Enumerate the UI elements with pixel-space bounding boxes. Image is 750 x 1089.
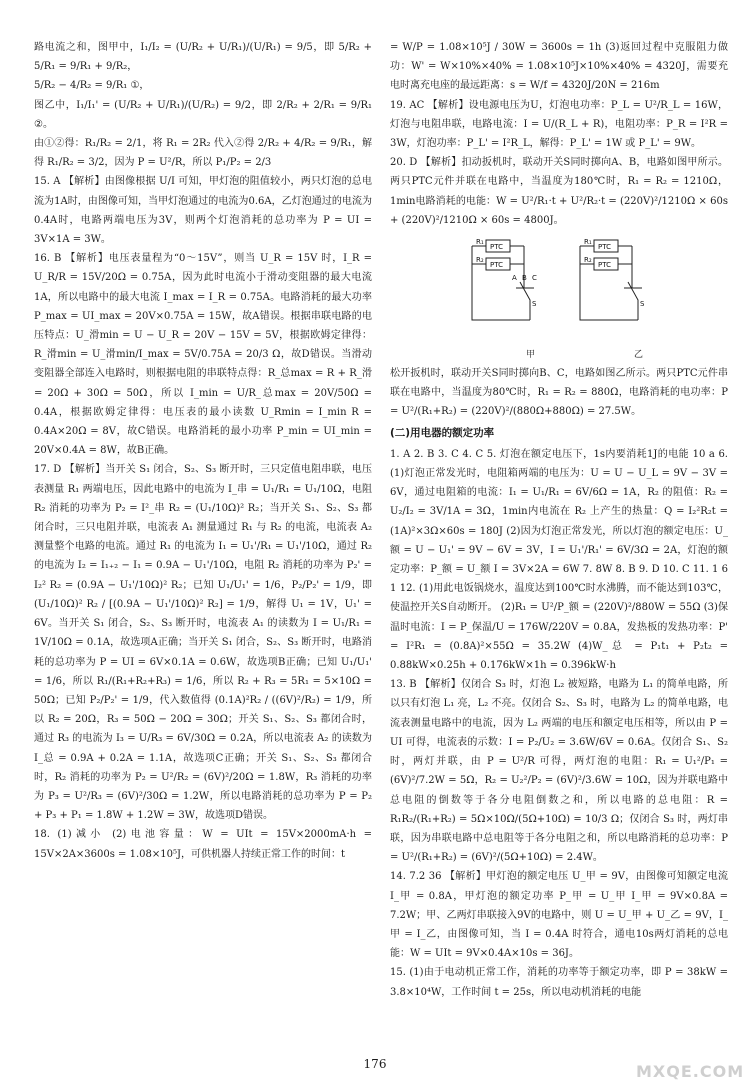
left-para: 路电流之和，图甲中，I₁/I₂ = (U/R₂ + U/R₁)/(U/R₁) = 9/5，即 5/R₂ + 5/R₁ = 9/R₁ + 9/R₂， [34,42,372,73]
label-ptc-b2: PTC [598,261,611,270]
label-c: C [532,274,537,283]
page-number: 176 [363,1057,387,1071]
right-para: 15. (1)由于电动机正常工作，消耗的功率等于额定功率，即 P = 38kW = 3.8×10⁴W，工作时间 t = 25s，所以电动机消耗的电能 [390,967,728,998]
right-para: 20. D 【解析】扣动扳机时，联动开关S同时掷向A、B，电路如图甲所示。两只PTC元件并联在电路中，当温度为180℃时，R₁ = R₂ = 1210Ω，1min电路消耗的电能：W = U²/R₁·t + U²/R₂·t = (220V)²/1210Ω × 60s + (220V)²/1210Ω × 60s = 4800J。 [390,157,728,226]
left-para: 图乙中，I₁/I₁' = (U/R₂ + U/R₁)/(U/R₂) = 9/2，即 2/R₂ + 2/R₁ = 9/R₁ ②。 [34,99,372,130]
figure-caption-a: 甲 [526,350,536,361]
right-para: 1. A 2. B 3. C 4. C 5. 灯泡在额定电压下，1s内要消耗1J的电能 10 a 6. (1)灯泡正常发光时，电阻箱两端的电压为：U = U − U_L = 9V − 3V = 6V，通过电阻箱的电流：I₁ = U₁/R₁ = 6V/6Ω = 1A，R₂ 的阻值：R₂ = U₂/I₂ = 3V/1A = 3Ω，1min内电流在 R₂ 上产生的热量：Q = I₂²R₂t = (1A)²×3Ω×60s = 180J (2)因为灯泡正常发光，所以灯泡的额定电压：U_额 = U − U₁' = 9V − 6V = 3V，I = U₁'/R₁' = 6V/3Ω = 2A，灯泡的额定功率：P_额 = U_额 I = 3V×2A = 6W 7. 8W 8. B 9. D 10. C 11. 1 6 1 12. (1)用此电饭锅烧水，温度达到100℃时水沸腾，而不能达到103℃，使温控开关S自动断开。 (2)R₁ = U²/P_额 = (220V)²/880W = 55Ω (3)保温时电流：I = P_保温/U = 176W/220V = 0.8A，发热板的发热功率：P' = I²R₁ = (0.8A)²×55Ω = 35.2W (4)W_总 = P₁t₁ + P₂t₂ = 0.88kW×0.25h + 0.176kW×1h = 0.396kW·h [390,448,728,672]
right-para: = W/P = 1.08×10⁵J / 30W = 3600s = 1h (3)返回过程中克服阻力做功：W' = W×10%×40% = 1.08×10⁵J×10%×40% = 4320J，需要充电时离充电座的最远距离：s = W/f = 4320J/20N = 216m [390,42,728,92]
label-ptc-a1: PTC [490,243,503,252]
label-r2-b: R₂ [584,256,592,265]
left-para: 17. D 【解析】当开关 S₁ 闭合，S₂、S₃ 断开时，三只定值电阻串联，电压表测量 R₁ 两端电压，因此电路中的电流为 I_串 = U₁/R₁ = U₁/10Ω，电阻 R₂ 消耗的功率为 P₂ = I²_串 R₂ = (U₁/10Ω)² R₂；当开关 S₁、S₂、S₃ 都闭合时，三只电阻并联，电流表 A₁ 测量通过 R₁ 与 R₂ 的电流，电流表 A₂ 测量整个电路的电流。通过 R₁ 的电流为 I₁ = U₁'/R₁ = U₁'/10Ω，通过 R₂ 的电流为 I₂ = I₁₊₂ − I₁ = 0.9A − U₁'/10Ω，电阻 R₂ 消耗的功率为 P₂' = I₂² R₂ = (0.9A − U₁'/10Ω)² R₂；已知 U₁/U₁' = 1/6，P₂/P₂' = 1/9，即 (U₁/10Ω)² R₂ / [(0.9A − U₁'/10Ω)² R₂] = 1/9，解得 U₁ = 1V，U₁' = 6V。当开关 S₁ 闭合，S₂、S₃ 断开时，电流表 A₁ 的读数为 I = U₁/R₁ = 1V/10Ω = 0.1A，故选项A正确；当开关 S₁ 闭合，S₂、S₃ 断开时，电路消耗的总功率为 P = UI = 6V×0.1A = 0.6W，故选项B正确；已知 U₁/U₁' = 1/6，所以 R₁/(R₁+R₂+R₃) = 1/6，所以 R₂ + R₃ = 5R₁ = 5×10Ω = 50Ω；已知 P₂/P₂' = 1/9，代入数值得 (0.1A)²R₂ / ((6V)²/R₂) = 1/9，所以 R₂ = 20Ω，R₃ = 50Ω − 20Ω = 30Ω；开关 S₁、S₂、S₃ 都闭合时，通过 R₃ 的电流为 I₃ = U/R₃ = 6V/30Ω = 0.2A，所以电流表 A₂ 的读数为 I_总 = 0.9A + 0.2A = 1.1A，故选项C正确；开关 S₁、S₂、S₃ 都闭合时，R₂ 消耗的功率为 P₂ = U²/R₂ = (6V)²/20Ω = 1.8W，R₃ 消耗的功率为 P₃ = U²/R₃ = (6V)²/30Ω = 1.2W，所以电路消耗的总功率为 P = P₂ + P₃ + P₁ = 1.8W + 1.2W = 3W，故选项D错误。 [34,464,372,822]
label-b: B [522,274,527,283]
section-title: (二)用电器的额定功率 [390,426,495,439]
figure-caption-b: 乙 [634,350,644,361]
label-r1-a: R₁ [476,238,484,247]
left-column [34,38,372,864]
right-para: 松开扳机时，联动开关S同时掷向B、C，电路如图乙所示。两只PTC元件串联在电路中，当温度为80℃时，R₁ = R₂ = 880Ω，电路消耗的电功率：P = U²/(R₁+R₂) = (220V)²/(880Ω+880Ω) = 27.5W。 [390,368,728,418]
label-s-a: S [532,300,537,309]
left-para: 15. A 【解析】由图像根据 U/I 可知，甲灯泡的阻值较小，两只灯泡的总电流为1A时，由图像可知，当甲灯泡通过的电流为0.6A，乙灯泡通过的电流为0.4A时，电路两端电压为3V，则两个灯泡消耗的总功率为 P = UI = 3V×1A = 3W。 [34,176,372,246]
left-para: 由①②得：R₁/R₂ = 2/1，将 R₁ = 2R₂ 代入②得 2/R₂ + 4/R₂ = 9/R₁，解得 R₁/R₂ = 3/2，因为 P = U²/R，所以 P₁/P₂ = 2/3 [34,138,372,169]
right-para: 13. B 【解析】仅闭合 S₃ 时，灯泡 L₂ 被短路，电路为 L₁ 的简单电路，所以只有灯泡 L₁ 亮，L₂ 不亮。仅闭合 S₂、S₃ 时，电路为 L₂ 的简单电路，电流表测量电路中的电流，因为 L₂ 两端的电压和额定电压相等，所以由 P = UI 可得，电流表的示数：I = P₂/U₂ = 3.6W/6V = 0.6A。仅闭合 S₁、S₂ 时，两灯并联，由 P = U²/R 可得，两灯泡的电阻：R₁ = U₁²/P₁ = (6V)²/7.2W = 5Ω，R₂ = U₂²/P₂ = (6V)²/3.6W = 10Ω，因为并联电路中总电阻的倒数等于各分电阻倒数之和，所以电路的总电阻：R = R₁R₂/(R₁+R₂) = 5Ω×10Ω/(5Ω+10Ω) = 10/3 Ω；仅闭合 S₃ 时，两灯串联，因为串联电路中总电阻等于各分电阻之和，所以电路消耗的总功率：P = U²/(R₁+R₂) = (6V)²/(5Ω+10Ω) = 2.4W。 [390,679,728,864]
label-s-b: S [640,300,645,309]
right-para: 19. AC 【解析】设电源电压为U，灯泡电功率：P_L = U²/R_L = 16W，灯泡与电阻串联，电路电流：I = U/(R_L + R)，电阻功率：P_R = I²R = 3W，灯泡功率：P_L' = I²R_L，解得：P_L' = 1W 或 P_L' = 9W。 [390,99,728,150]
label-r2-a: R₂ [476,256,484,265]
left-para: 18. (1)减小 (2)电池容量：W = UIt = 15V×2000mA·h = 15V×2A×3600s = 1.08×10⁵J，可供机器人持续正常工作的时间：t [34,829,372,860]
left-para: 5/R₂ − 4/R₂ = 9/R₁ ①， [34,80,150,92]
right-column [390,38,728,1002]
right-para: 14. 7.2 36 【解析】甲灯泡的额定电压 U_甲 = 9V，由图像可知额定电流 I_甲 = 0.8A，甲灯泡的额定功率 P_甲 = U_甲 I_甲 = 9V×0.8A = 7.2W；甲、乙两灯串联接入9V的电路中，则 U = U_甲 + U_乙 = 9V，I_甲 = I_乙，由图像可知，当 I = 0.4A 时符合，通电10s两灯消耗的总电能：W = UIt = 9V×0.4A×10s = 36J。 [390,871,728,960]
label-ptc-a2: PTC [490,261,503,270]
left-para: 16. B 【解析】电压表量程为“0～15V”，则当 U_R = 15V 时，I_R = U_R/R = 15V/20Ω = 0.75A，因为此时电流小于滑动变阻器的最大电流1A，所以电路中的最大电流 I_max = I_R = 0.75A。电路消耗的最大功率 P_max = UI_max = 20V×0.75A = 15W，故A错误。根据串联电路的电压特点：U_滑min = U − U_R = 20V − 15V = 5V，根据欧姆定律得：R_滑min = U_滑min/I_max = 5V/0.75A = 20/3 Ω，故D错误。当滑动变阻器全部连入电路时，则根据电阻的串联特点得：R_总max = R + R_滑 = 20Ω + 30Ω = 50Ω，所以 I_min = U/R_总max = 20V/50Ω = 0.4A，根据欧姆定律得：电压表的最小读数 U_Rmin = I_min R = 0.4A×20Ω = 8V，故C错误。电路消耗的最小功率 P_min = UI_min = 20V×0.4A = 8W，故B正确。 [34,253,372,457]
circuit-diagram [460,234,660,344]
label-r1-b: R₁ [584,238,592,247]
watermark-logo: MXQE.COM [636,1062,745,1081]
label-a: A [512,274,517,283]
circuit-figure [390,234,728,362]
label-ptc-b1: PTC [598,243,611,252]
